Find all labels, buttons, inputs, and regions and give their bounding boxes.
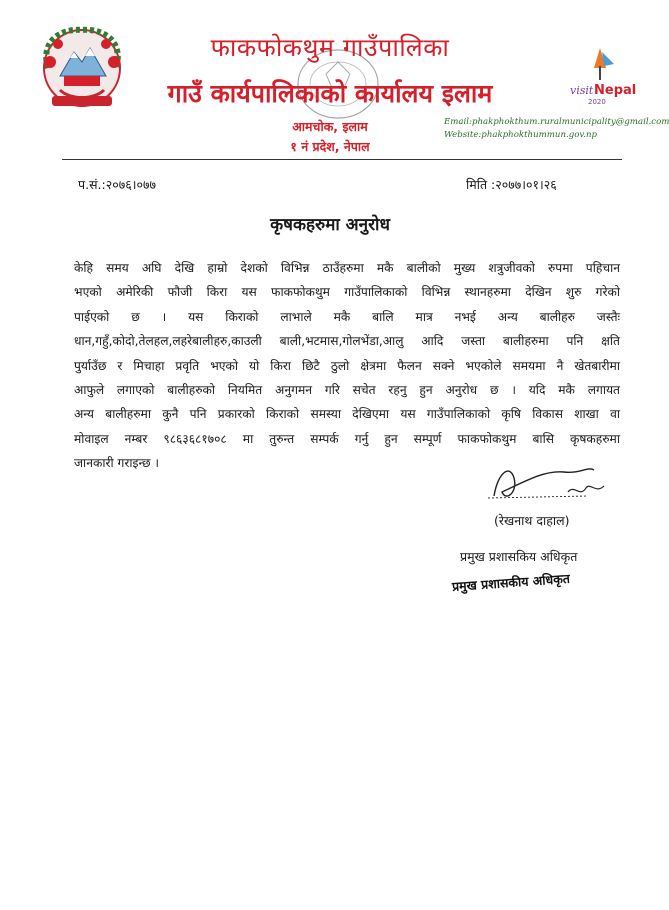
- svg-text:Nepal: Nepal: [594, 83, 637, 98]
- signatory-title: प्रमुख प्रशासकिय अधिकृत: [460, 549, 578, 564]
- body-line: पाईएको छ । यस किराको लाभाले मकै बालि मात्र नभई अन्य बालीहरु जस्तैः: [74, 309, 620, 324]
- body-line: आफुले लगाएको बालीहरुको नियमित अनुगमन गरि सचेत रहनु हुन अनुरोध छ । यदि मकै लगायत: [74, 383, 620, 398]
- header-divider: [62, 159, 622, 160]
- designation-seal: [451, 570, 602, 604]
- website-text: Website:phakphokthummun.gov.np: [444, 130, 597, 140]
- body-line: पुर्याउँछ र मिचाहा प्रवृति भएको यो किरा छिटै ठुलो क्षेत्रमा फैलन सक्ने भएकोले समयमा नै खेतबारीमा: [74, 358, 620, 373]
- nepal-emblem-icon: [30, 22, 134, 114]
- reference-number: प.सं.:२०७६।०७७: [78, 177, 156, 192]
- body-line: जानकारी गराइन्छ ।: [74, 456, 160, 471]
- body-line: मोवाइल नम्बर ९८६३६८१७०८ मा तुरुन्त सम्पर्क गर्नु हुन सम्पूर्ण फाकफोकथुम बासि कृषकहरुमा: [74, 431, 620, 446]
- letter-body: [74, 256, 620, 476]
- office-title-line1: फाकफोकथुम गाउँपालिका: [210, 33, 450, 62]
- contact-info: [444, 116, 669, 142]
- letter-date: मिति :२०७७।०१।२६: [466, 177, 557, 192]
- svg-text:2020: 2020: [588, 98, 606, 106]
- office-address-line1: आमचोक, इलाम: [292, 119, 368, 134]
- seal-text: प्रमुख प्रशासकीय अधिकृत: [451, 570, 571, 594]
- visit-nepal-logo-icon: [566, 44, 637, 112]
- email-text: Email:phakphokthum.ruralmunicipality@gmail.com: [444, 117, 669, 127]
- office-address-line2: १ नं प्रदेश, नेपाल: [290, 139, 370, 154]
- body-line: अन्य बालीहरुमा कुनै पनि प्रकारको किराको समस्या देखिएमा यस गाउँपालिकाको कृषि विकास शाखा वा: [74, 407, 620, 422]
- office-title-line2: गाउँ कार्यपालिकाको कार्यालय इलाम: [167, 79, 493, 108]
- letter-subject: कृषकहरुमा अनुरोध: [270, 215, 390, 235]
- body-line: केहि समय अघि देखि हाम्रो देशको विभिन्न ठाउँहरुमा मकै बालीको मुख्य शत्रुजीवको रुपमा पहिचान: [74, 261, 620, 275]
- signatory-name: (रेखनाथ दाहाल): [494, 513, 570, 528]
- body-line: धान,गहुँ,कोदो,तेलहल,लहरेबालीहरु,काउली बाली,भटमास,गोलभेंडा,आलु आदि जस्ता बालीहरुमा पनि क्षति: [74, 334, 620, 349]
- handwritten-signature-icon: [484, 452, 614, 512]
- body-line: भएको अमेरिकी फौजी किरा यस फाकफोकथुम गाउँपालिकाको विभिन्न स्थानहरुमा देखिन शुरु गरेको: [74, 285, 620, 300]
- svg-text:visit: visit: [570, 84, 594, 97]
